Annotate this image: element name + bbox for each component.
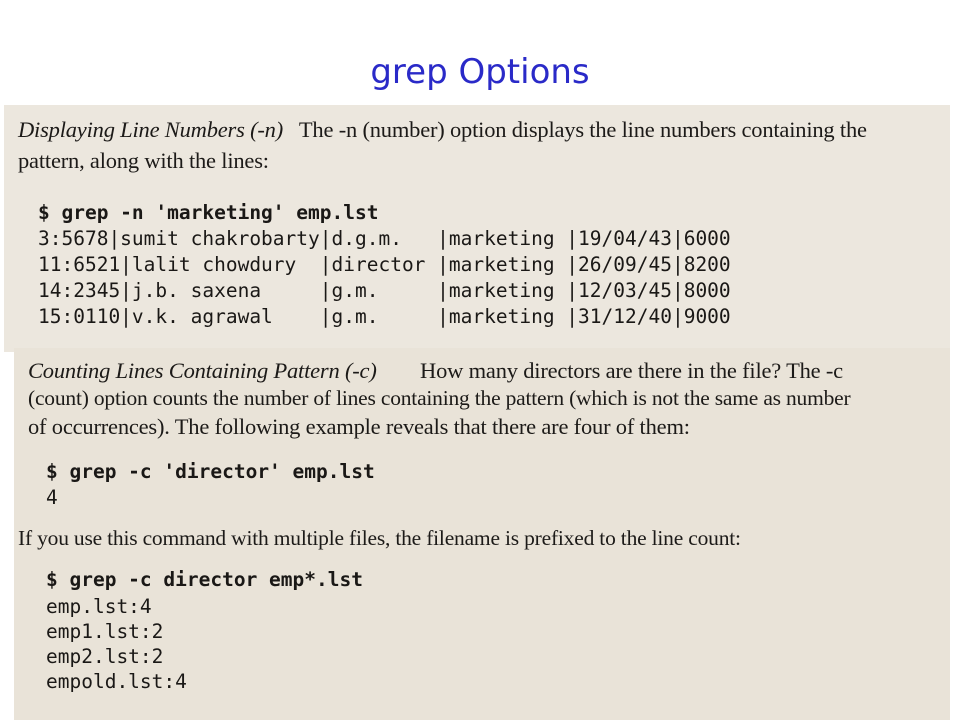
output-line: 3:5678|sumit chakrobarty|d.g.m. |marketing |19/04/43|6000	[38, 227, 731, 250]
section-intro-text: The -n (number) option displays the line numbers containing the	[298, 117, 867, 142]
output-line: 14:2345|j.b. saxena |g.m. |marketing |12/03/45|8000	[38, 279, 731, 302]
command-line: $ grep -c 'director' emp.lst	[46, 460, 375, 483]
section-body-text: (count) option counts the number of lines containing the pattern (which is not the same as number	[28, 386, 851, 410]
scanned-page-excerpt-line-numbers	[4, 105, 950, 352]
output-line: 15:0110|v.k. agrawal |g.m. |marketing |31/12/40|9000	[38, 305, 731, 328]
output-line: emp2.lst:2	[46, 645, 164, 668]
section-intro-text: How many directors are there in the file? The -c	[420, 358, 843, 383]
section-intro-text-2: pattern, along with the lines:	[18, 148, 269, 173]
output-line: 11:6521|lalit chowdury |director |marketing |26/09/45|8200	[38, 253, 731, 276]
section-body-text: of occurrences). The following example reveals that there are four of them:	[28, 414, 690, 439]
page-title: grep Options	[370, 52, 590, 92]
command-result: 4	[46, 486, 58, 509]
command-line: $ grep -c director emp*.lst	[46, 568, 363, 591]
section-body-text: If you use this command with multiple files, the filename is prefixed to the line count:	[18, 526, 741, 550]
command-line: $ grep -n 'marketing' emp.lst	[38, 201, 379, 224]
output-line: empold.lst:4	[46, 670, 187, 693]
section-heading: Counting Lines Containing Pattern (-c)	[28, 358, 377, 383]
section-counting-heading-line	[28, 358, 843, 384]
output-line: emp.lst:4	[46, 595, 152, 618]
output-line: emp1.lst:2	[46, 620, 164, 643]
section-line-numbers-heading-line	[18, 117, 867, 143]
section-heading: Displaying Line Numbers (-n)	[18, 117, 284, 142]
scanned-page-excerpt-counting	[14, 348, 950, 720]
